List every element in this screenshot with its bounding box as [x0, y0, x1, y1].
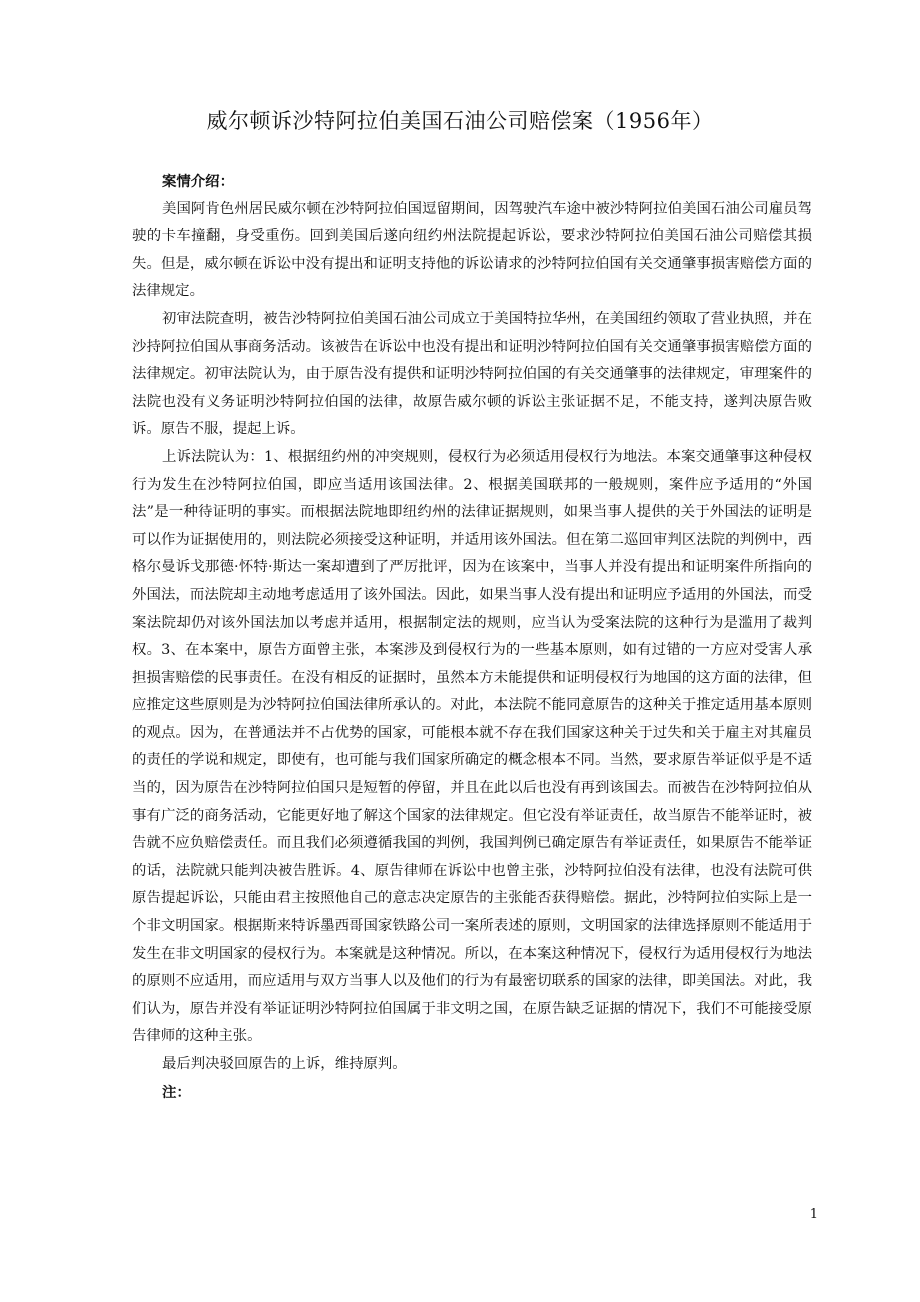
paragraph-3: 上诉法院认为：1、根据纽约州的冲突规则，侵权行为必须适用侵权行为地法。本案交通肇事这种侵权行为发生在沙特阿拉伯国，即应当适用该国法律。2、根据美国联邦的一般规则，案件应予适用的“外国法”是一种待证明的事实。而根据法院地即纽约州的法律证据规则，如果当事人提供的关于外国法的证明是可以作为证据使用的，则法院必须接受这种证明，并适用该外国法。但在第二巡回审判区法院的判例中，西格尔曼诉戈那德·怀特·斯达一案却遭到了严厉批评，因为在该案中，当事人并没有提出和证明案件所指向的外国法，而法院却主动地考虑适用了该外国法。因此，如果当事人没有提出和证明应予适用的外国法，而受案法院却仍对该外国法加以考虑并适用，根据制定法的规则，应当认为受案法院的这种行为是滥用了裁判权。3、在本案中，原告方面曾主张，本案涉及到侵权行为的一些基本原则，如有过错的一方应对受害人承担损害赔偿的民事责任。在没有相反的证据时，虽然本方未能提供和证明侵权行为地国的这方面的法律，但应推定这些原则是为沙特阿拉伯国法律所承认的。对此，本法院不能同意原告的这种关于推定适用基本原则的观点。因为，在普通法并不占优势的国家，可能根本就不存在我们国家这种关于过失和关于雇主对其雇员的责任的学说和规定，即使有，也可能与我们国家所确定的概念根本不同。当然，要求原告举证似乎是不适当的，因为原告在沙特阿拉伯国只是短暂的停留，并且在此以后也没有再到该国去。而被告在沙特阿拉伯从事有广泛的商务活动，它能更好地了解这个国家的法律规定。但它没有举证责任，故当原告不能举证时，被告就不应负赔偿责任。而且我们必须遵循我国的判例，我国判例已确定原告有举证责任，如果原告不能举证的话，法院就只能判决被告胜诉。4、原告律师在诉讼中也曾主张，沙特阿拉伯没有法律，也没有法院可供原告提起诉讼，只能由君主按照他自己的意志决定原告的主张能否获得赔偿。据此，沙特阿拉伯实际上是一个非文明国家。根据斯来特诉墨西哥国家铁路公司一案所表述的原则，文明国家的法律选择原则不能适用于发生在非文明国家的侵权行为。本案就是这种情况。所以，在本案这种情况下，侵权行为适用侵权行为地法的原则不应适用，而应适用与双方当事人以及他们的行为有最密切联系的国家的法律，即美国法。对此，我们认为，原告并没有举证证明沙特阿拉伯国属于非文明之国，在原告缺乏证据的情况下，我们不可能接受原告律师的这种主张。 [132, 448, 812, 1045]
document-body [132, 168, 812, 1106]
section-heading-case-intro: 案情介绍： [162, 173, 234, 190]
page-number: 1 [809, 1207, 818, 1222]
document-title: 威尔顿诉沙特阿拉伯美国石油公司赔偿案（1956年） [206, 109, 714, 133]
paragraph-4: 最后判决驳回原告的上诉，维持原判。 [162, 1056, 407, 1072]
note-heading: 注： [162, 1083, 191, 1101]
paragraph-2: 初审法院查明，被告沙特阿拉伯美国石油公司成立于美国特拉华州，在美国纽约领取了营业执照，并在沙持阿拉伯国从事商务活动。该被告在诉讼中也没有提出和证明沙特阿拉伯国有关交通肇事损害赔偿方面的法律规定。初审法院认为，由于原告没有提供和证明沙特阿拉伯国的有关交通肇事的法律规定，审理案件的法院也没有义务证明沙特阿拉伯国的法律，故原告威尔顿的诉讼主张证据不足，不能支持，遂判决原告败诉。原告不服，提起上诉。 [132, 310, 812, 438]
paragraph-1: 美国阿肯色州居民威尔顿在沙特阿拉伯国逗留期间，因驾驶汽车途中被沙特阿拉伯美国石油公司雇员驾驶的卡车撞翻，身受重伤。回到美国后遂向纽约州法院提起诉讼，要求沙特阿拉伯美国石油公司赔偿其损失。但是，威尔顿在诉讼中没有提出和证明支持他的诉讼请求的沙特阿拉伯国有关交通肇事损害赔偿方面的法律规定。 [132, 200, 812, 300]
